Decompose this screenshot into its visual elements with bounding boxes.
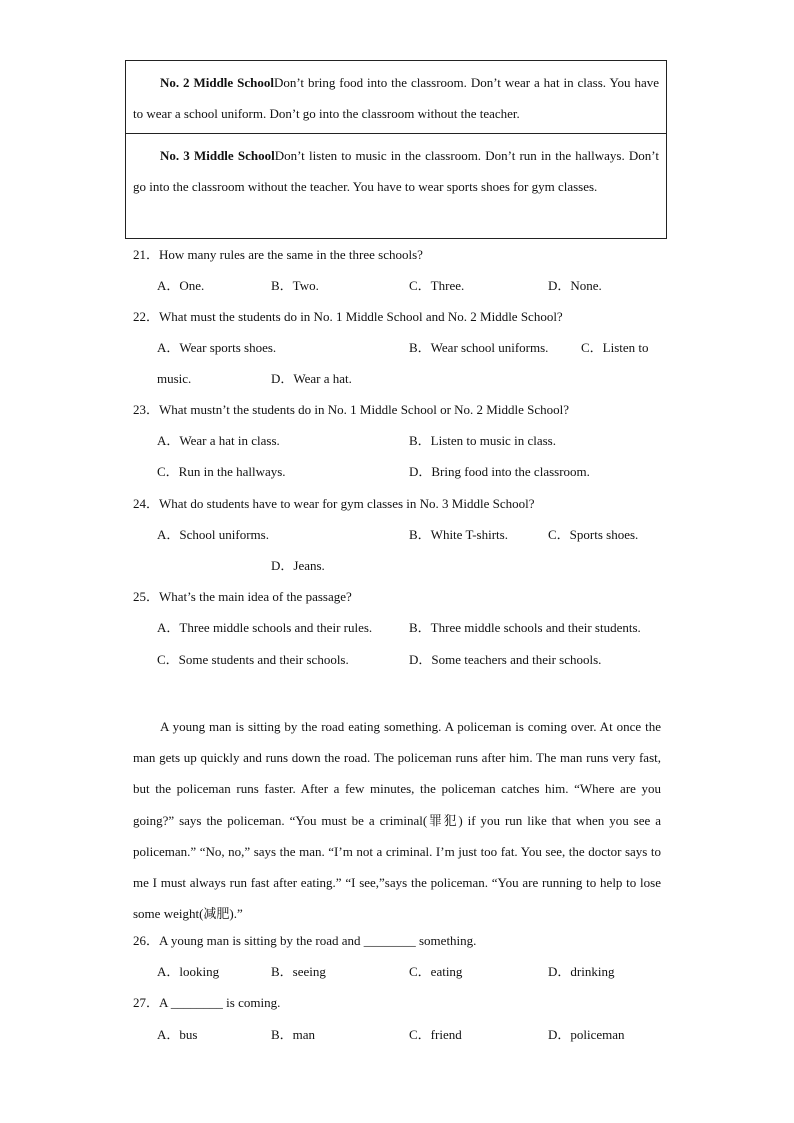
- option-b[interactable]: B．White T-shirts.: [409, 527, 508, 542]
- question-number: 21．: [133, 247, 160, 262]
- question-number: 22．: [133, 309, 160, 324]
- school-rules-text: Don’t listen to music in the classroom. Don’t run in the hallways. Don’t go into the classroom without the teacher. You have to wear sports shoes for gym classes.: [133, 148, 659, 194]
- question-number: 26．: [133, 933, 160, 948]
- option-a[interactable]: A．One.: [157, 278, 205, 293]
- question-26: [133, 931, 476, 951]
- question-number: 23．: [133, 402, 160, 417]
- school-rules-text: Don’t bring food into the classroom. Don’t wear a hat in class. You have to wear a school uniform. Don’t go into the classroom without the teacher.: [133, 75, 659, 121]
- question-21: [133, 245, 423, 265]
- school-name: No. 3 Middle School: [160, 148, 275, 163]
- question-text: A ________ is coming.: [159, 995, 281, 1010]
- option-c[interactable]: C．Run in the hallways.: [157, 464, 286, 479]
- question-22: [133, 307, 563, 327]
- question-text: What do students have to wear for gym classes in No. 3 Middle School?: [159, 496, 535, 511]
- option-b[interactable]: B．Two.: [271, 278, 319, 293]
- option-d[interactable]: D．policeman: [548, 1027, 625, 1042]
- option-b[interactable]: B．man: [271, 1027, 316, 1042]
- option-a[interactable]: A．Wear sports shoes.: [157, 340, 277, 355]
- option-c[interactable]: C．eating: [409, 964, 463, 979]
- question-number: 24．: [133, 496, 160, 511]
- option-d[interactable]: D．Jeans.: [271, 558, 325, 573]
- question-27: [133, 993, 280, 1013]
- question-24: [133, 494, 535, 514]
- option-c[interactable]: C．friend: [409, 1027, 462, 1042]
- question-text: What’s the main idea of the passage?: [159, 589, 352, 604]
- option-b[interactable]: B．Three middle schools and their students.: [409, 620, 641, 635]
- school-name: No. 2 Middle School: [160, 75, 274, 90]
- option-d[interactable]: D．drinking: [548, 964, 615, 979]
- option-a[interactable]: A．Wear a hat in class.: [157, 433, 280, 448]
- option-c[interactable]: C．Some students and their schools.: [157, 652, 349, 667]
- school-rules-box-no2: [125, 60, 667, 134]
- option-c[interactable]: C．Sports shoes.: [548, 527, 639, 542]
- question-text: A young man is sitting by the road and ________ something.: [159, 933, 477, 948]
- option-d[interactable]: D．None.: [548, 278, 602, 293]
- option-d[interactable]: D．Some teachers and their schools.: [409, 652, 602, 667]
- passage-text: A young man is sitting by the road eating something. A policeman is coming over. At once the man gets up quickly and runs down the road. The policeman runs after him. The man runs very fast, but the policeman runs faster. After a few minutes, the policeman catches him. “Where are you going?” says the policeman. “You must be a criminal(罪犯) if you run like that when you see a policeman.” “No, no,” says the man. “I’m not a criminal. I’m just too fat. You see, the doctor says to me I must always run fast after eating.” “I see,”says the policeman. “You are running to help to lose some weight(减肥).”: [133, 719, 661, 922]
- question-number: 25．: [133, 589, 160, 604]
- reading-passage: [133, 711, 661, 929]
- question-25: [133, 587, 352, 607]
- option-b[interactable]: B．seeing: [271, 964, 326, 979]
- option-c[interactable]: C．Listen to: [581, 340, 649, 355]
- school-rules-box-no3: [125, 133, 667, 239]
- option-a[interactable]: A．looking: [157, 964, 220, 979]
- question-23: [133, 400, 569, 420]
- question-text: What must the students do in No. 1 Middle School and No. 2 Middle School?: [159, 309, 563, 324]
- option-a[interactable]: A．Three middle schools and their rules.: [157, 620, 373, 635]
- option-c[interactable]: C．Three.: [409, 278, 465, 293]
- option-d[interactable]: D．Wear a hat.: [271, 371, 352, 386]
- option-b[interactable]: B．Wear school uniforms.: [409, 340, 549, 355]
- option-a[interactable]: A．School uniforms.: [157, 527, 269, 542]
- question-text: How many rules are the same in the three schools?: [159, 247, 423, 262]
- option-a[interactable]: A．bus: [157, 1027, 198, 1042]
- option-d[interactable]: D．Bring food into the classroom.: [409, 464, 590, 479]
- question-number: 27．: [133, 995, 160, 1010]
- option-c-continued[interactable]: music.: [157, 371, 192, 386]
- option-b[interactable]: B．Listen to music in class.: [409, 433, 556, 448]
- question-text: What mustn’t the students do in No. 1 Middle School or No. 2 Middle School?: [159, 402, 569, 417]
